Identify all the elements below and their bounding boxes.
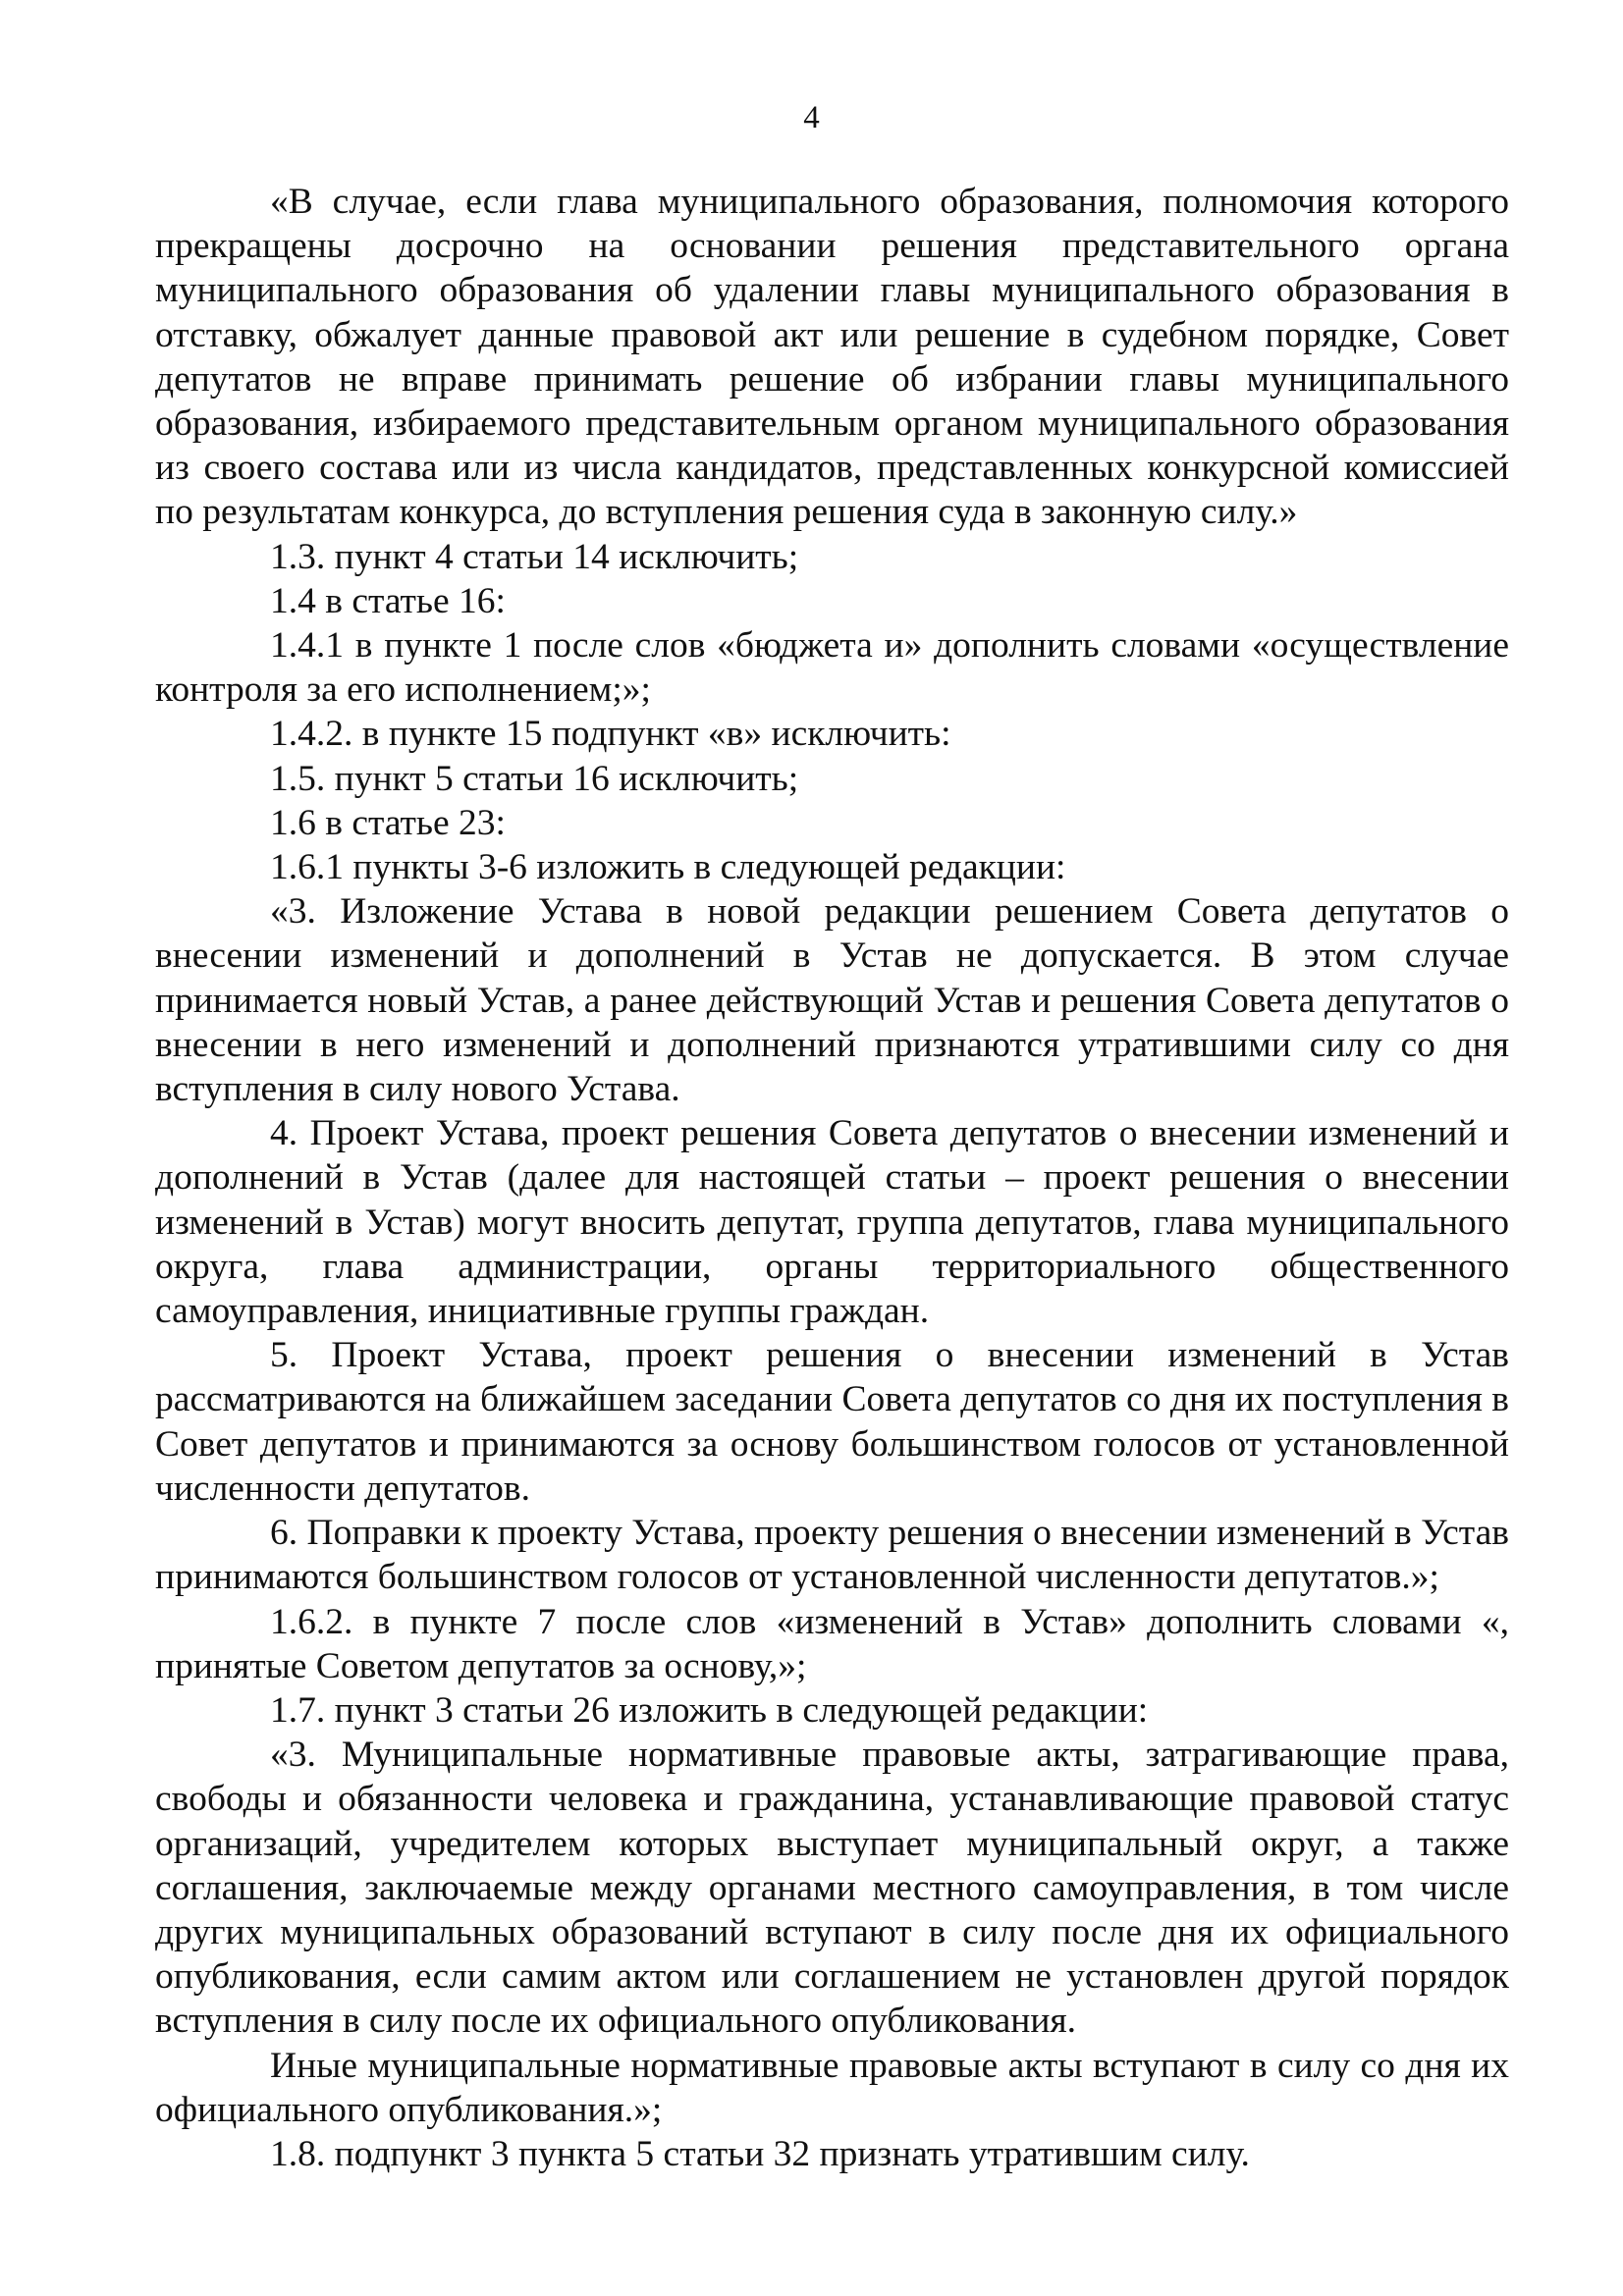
- paragraph: 1.3. пункт 4 статьи 14 исключить;: [270, 536, 799, 577]
- paragraph: 4. Проект Устава, проект решения Совета депутатов о внесении изменений и дополнений в Устав (далее для настоящей статьи – проект решения о внесении изменений в Устав) могут вносить депутат, группа депутатов, глава муниципального округа, глава администрации, органы территориального общественного самоуправления, инициативные группы граждан.: [155, 1113, 1509, 1332]
- paragraph: 5. Проект Устава, проект решения о внесении изменений в Устав рассматриваются на ближайшем заседании Совета депутатов со дня их поступления в Совет депутатов и принимаются за основу большинством голосов от установленной численности депутатов.: [155, 1335, 1509, 1509]
- document-body: [155, 180, 1509, 2176]
- paragraph: 1.6.2. в пункте 7 после слов «изменений в Устав» дополнить словами «, принятые Советом депутатов за основу,»;: [155, 1601, 1509, 1686]
- paragraph: «В случае, если глава муниципального образования, полномочия которого прекращены досрочно на основании решения представительного органа муниципального образования об удалении главы муниципального образования в отставку, обжалует данные правовой акт или решение в судебном порядке, Совет депутатов не вправе принимать решение об избрании главы муниципального образования, избираемого представительным органом муниципального образования из своего состава или из числа кандидатов, представленных конкурсной комиссией по результатам конкурса, до вступления решения суда в законную силу.»: [155, 182, 1509, 533]
- paragraph: «3. Изложение Устава в новой редакции решением Совета депутатов о внесении изменений и дополнений в Устав не допускается. В этом случае принимается новый Устав, а ранее действующий Устав и решения Совета депутатов о внесении в него изменений и дополнений признаются утратившими силу со дня вступления в силу нового Устава.: [155, 891, 1509, 1110]
- paragraph: 6. Поправки к проекту Устава, проекту решения о внесении изменений в Устав принимаются большинством голосов от установленной численности депутатов.»;: [155, 1513, 1509, 1598]
- paragraph: 1.4.1 в пункте 1 после слов «бюджета и» дополнить словами «осуществление контроля за его исполнением;»;: [155, 625, 1509, 711]
- paragraph: Иные муниципальные нормативные правовые акты вступают в силу со дня их официального опубликования.»;: [155, 2045, 1509, 2130]
- paragraph: «3. Муниципальные нормативные правовые акты, затрагивающие права, свободы и обязанности человека и гражданина, устанавливающие правовой статус организаций, учредителем которых выступает муниципальный округ, а также соглашения, заключаемые между органами местного самоуправления, в том числе других муниципальных образований вступают в силу после дня их официального опубликования, если самим актом или соглашением не установлен другой порядок вступления в силу после их официального опубликования.: [155, 1735, 1509, 2042]
- page-number: 4: [803, 100, 820, 135]
- paragraph: 1.7. пункт 3 статьи 26 изложить в следующей редакции:: [270, 1689, 1149, 1731]
- paragraph: 1.5. пункт 5 статьи 16 исключить;: [270, 758, 799, 799]
- paragraph: 1.4 в статье 16:: [270, 580, 506, 621]
- paragraph: 1.6.1 пункты 3-6 изложить в следующей редакции:: [270, 847, 1066, 888]
- paragraph: 1.6 в статье 23:: [270, 802, 506, 843]
- paragraph: 1.4.2. в пункте 15 подпункт «в» исключить:: [270, 714, 951, 755]
- paragraph: 1.8. подпункт 3 пункта 5 статьи 32 признать утратившим силу.: [270, 2133, 1250, 2174]
